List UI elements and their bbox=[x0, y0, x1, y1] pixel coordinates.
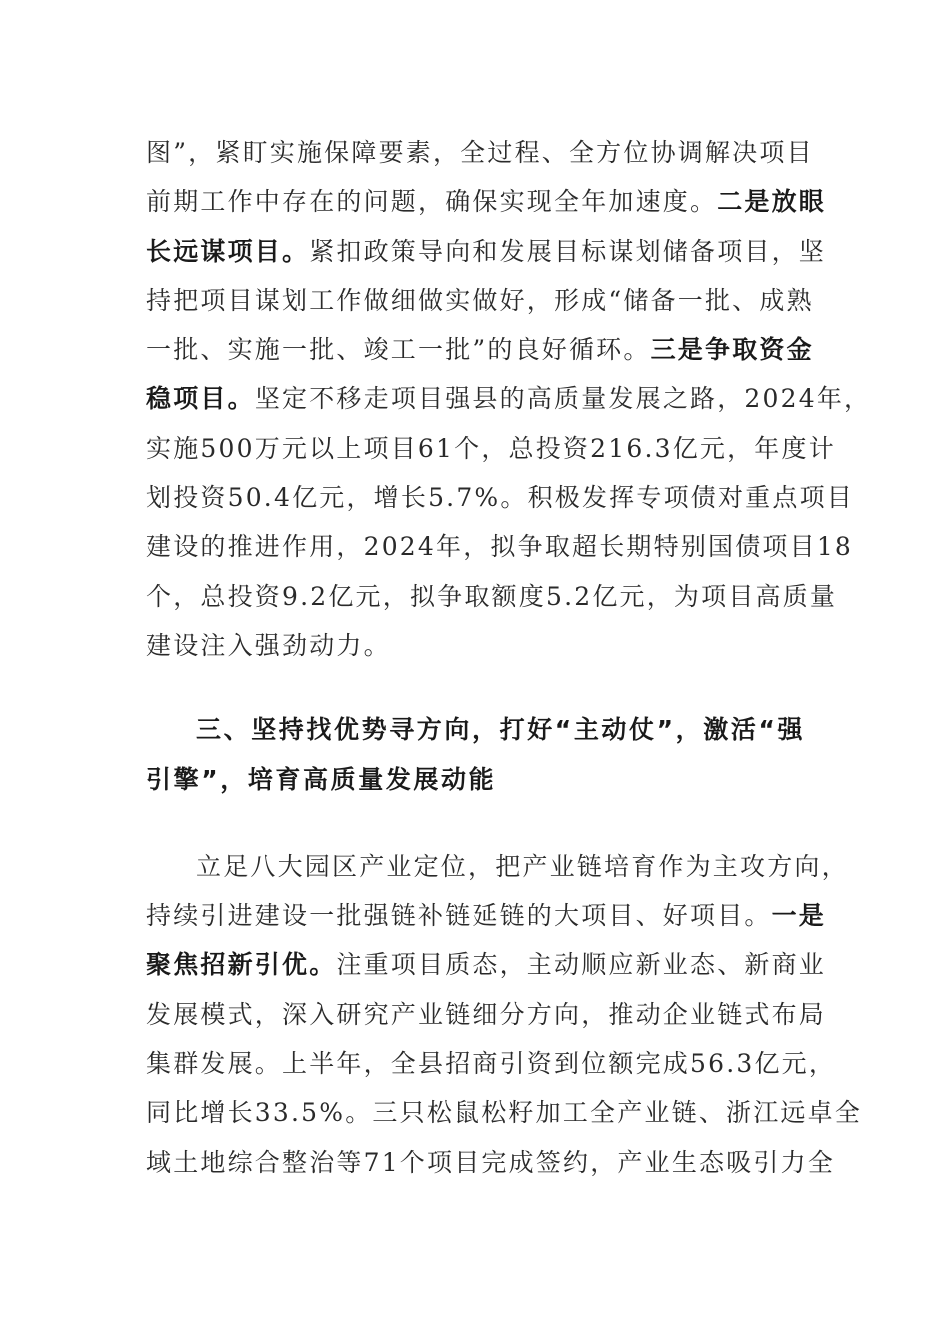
text-run: 立足八大园区产业定位，把产业链培育作为主攻方向， bbox=[196, 851, 849, 881]
text-run: 紧扣政策导向和发展目标谋划储备项目，坚 bbox=[309, 236, 827, 266]
spacer bbox=[146, 670, 814, 705]
bold-text-run: 聚焦招新引优。 bbox=[146, 950, 337, 980]
heading-line: 引擎”，培育高质量发展动能 bbox=[146, 764, 497, 794]
text-run: 实施500万元以上项目61个，总投资216.3亿元，年度计 bbox=[146, 433, 836, 463]
text-line bbox=[146, 522, 854, 571]
text-line bbox=[146, 572, 838, 621]
text-line bbox=[146, 621, 814, 670]
text-line bbox=[146, 1088, 863, 1137]
paragraph-project-promotion bbox=[146, 128, 872, 670]
bold-text-run: 二是放眼 bbox=[717, 187, 827, 217]
text-line bbox=[146, 990, 827, 1039]
bold-text-run: 长远谋项目。 bbox=[146, 236, 310, 266]
spacer bbox=[146, 804, 814, 842]
text-line bbox=[146, 276, 814, 325]
text-line bbox=[146, 177, 827, 226]
text-line bbox=[146, 1039, 837, 1088]
text-line bbox=[146, 473, 854, 522]
heading-line: 三、坚持找优势寻方向，打好“主动仗”，激活“强 bbox=[196, 715, 806, 745]
text-line bbox=[146, 891, 827, 940]
text-run: 建设注入强劲动力。 bbox=[146, 630, 391, 660]
text-line bbox=[146, 374, 872, 423]
text-run: 坚定不移走项目强县的高质量发展之路，2024年， bbox=[254, 384, 872, 414]
text-line bbox=[146, 325, 814, 374]
bold-text-run: 三是争取资金 bbox=[650, 335, 814, 365]
bold-text-run: 一是 bbox=[771, 901, 827, 931]
document-page bbox=[146, 128, 872, 1187]
text-run: 同比增长33.5%。三只松鼠松籽加工全产业链、浙江远卓全 bbox=[146, 1098, 863, 1128]
text-run: 集群发展。上半年，全县招商引资到位额完成56.3亿元， bbox=[146, 1049, 837, 1079]
text-line bbox=[146, 842, 849, 891]
text-run: 持续引进建设一批强链补链延链的大项目、好项目。 bbox=[146, 901, 772, 931]
text-run: 注重项目质态，主动顺应新业态、新商业 bbox=[336, 950, 827, 980]
text-run: 图”，紧盯实施保障要素，全过程、全方位协调解决项目 bbox=[146, 138, 814, 167]
text-line bbox=[146, 1138, 836, 1187]
text-run: 持把项目谋划工作做细做实做好，形成“储备一批、成熟 bbox=[146, 285, 814, 315]
text-run: 域土地综合整治等71个项目完成签约，产业生态吸引力全 bbox=[146, 1147, 836, 1177]
text-run: 前期工作中存在的问题，确保实现全年加速度。 bbox=[146, 187, 718, 217]
text-run: 个，总投资9.2亿元，拟争取额度5.2亿元，为项目高质量 bbox=[146, 581, 838, 611]
text-run: 建设的推进作用，2024年，拟争取超长期特别国债项目18 bbox=[146, 532, 854, 562]
text-line bbox=[146, 128, 814, 177]
text-run: 划投资50.4亿元，增长5.7%。积极发挥专项债对重点项目 bbox=[146, 483, 854, 513]
text-line bbox=[146, 227, 827, 276]
bold-text-run: 稳项目。 bbox=[146, 384, 255, 414]
section-heading bbox=[146, 705, 814, 804]
text-line bbox=[146, 424, 836, 473]
text-run: 一批、实施一批、竣工一批”的良好循环。 bbox=[146, 335, 651, 365]
text-run: 发展模式，深入研究产业链细分方向，推动企业链式布局 bbox=[146, 999, 827, 1029]
paragraph-industry-chain bbox=[146, 842, 863, 1187]
text-line bbox=[146, 940, 827, 989]
